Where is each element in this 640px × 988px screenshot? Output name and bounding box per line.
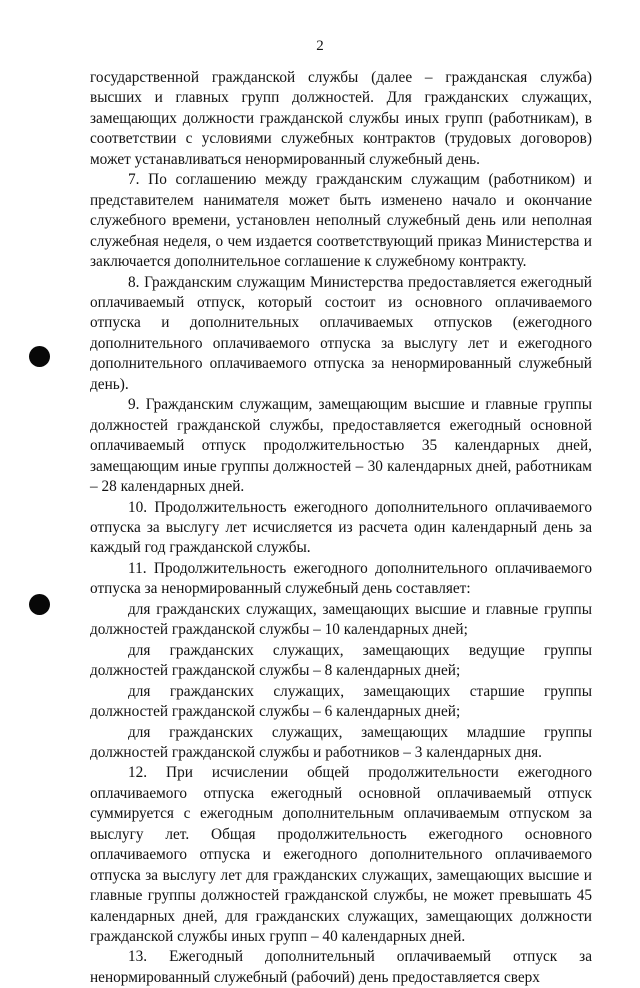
paragraph-13: 13. Ежегодный дополнительный оплачиваемый отпуск за ненормированный служебный (рабочий) день предоставляется сверх: [90, 948, 592, 986]
list-item-leading-groups: для гражданских служащих, замещающих ведущие группы должностей гражданской службы – 8 календарных дней;: [90, 641, 592, 680]
list-item-junior-groups: для гражданских служащих, замещающих младшие группы должностей гражданской службы и работников – 3 календарных дня.: [90, 723, 592, 761]
punch-hole-top: [29, 346, 50, 367]
paragraph-11: 11. Продолжительность ежегодного дополнительного оплачиваемого отпуска за ненормированный служебный день составляет:: [90, 559, 592, 598]
paragraph-12: 12. При исчислении общей продолжительности ежегодного оплачиваемого отпуска ежегодный основной оплачиваемый отпуск суммируется с ежегодным дополнительным оплачиваемым отпуском за выслугу лет. Общая продолжительность ежегодного основного оплачиваемого отпуска и ежегодного дополнительного оплачиваемого отпуска за выслугу лет для гражданских служащих, замещающих высшие и главные группы должностей гражданской службы, не может превышать 45 календарных дней, для гражданских служащих, замещающих должности гражданской службы иных групп – 40 календарных дней.: [90, 764, 592, 946]
document-body: [90, 68, 592, 988]
list-item-highest-groups: для гражданских служащих, замещающих высшие и главные группы должностей гражданской службы – 10 календарных дней;: [90, 600, 592, 639]
paragraph-continuation: государственной гражданской службы (далее – гражданская служба) высших и главных групп должностей. Для гражданских служащих, замещающих должности гражданской службы иных групп (работникам), в соответствии с условиями служебных контрактов (трудовых договоров) может устанавливаться ненормированный служебный день.: [90, 69, 592, 168]
page-number: 2: [316, 38, 324, 54]
paragraph-10: 10. Продолжительность ежегодного дополнительного оплачиваемого отпуска за выслугу лет исчисляется из расчета один календарный день за каждый год гражданской службы.: [90, 498, 592, 557]
paragraph-8: 8. Гражданским служащим Министерства предоставляется ежегодный оплачиваемый отпуск, который состоит из основного оплачиваемого отпуска и дополнительных оплачиваемых отпусков (ежегодного дополнительного оплачиваемого отпуска за выслугу лет и ежегодного дополнительного оплачиваемого отпуска за ненормированный служебный день).: [90, 273, 592, 393]
paragraph-9: 9. Гражданским служащим, замещающим высшие и главные группы должностей гражданской службы, предоставляется ежегодный основной оплачиваемый отпуск продолжительностью 35 календарных дней, замещающим иные группы должностей – 30 календарных дней, работникам – 28 календарных дней.: [90, 396, 592, 496]
list-item-senior-groups: для гражданских служащих, замещающих старшие группы должностей гражданской службы – 6 календарных дней;: [90, 682, 592, 721]
punch-hole-bottom: [29, 594, 50, 615]
paragraph-7: 7. По соглашению между гражданским служащим (работником) и представителем нанимателя может быть изменено начало и окончание служебного времени, установлен неполный служебный день или неполная служебная неделя, о чем издается соответствующий приказ Министерства и заключается дополнительное соглашение к служебному контракту.: [90, 171, 592, 271]
